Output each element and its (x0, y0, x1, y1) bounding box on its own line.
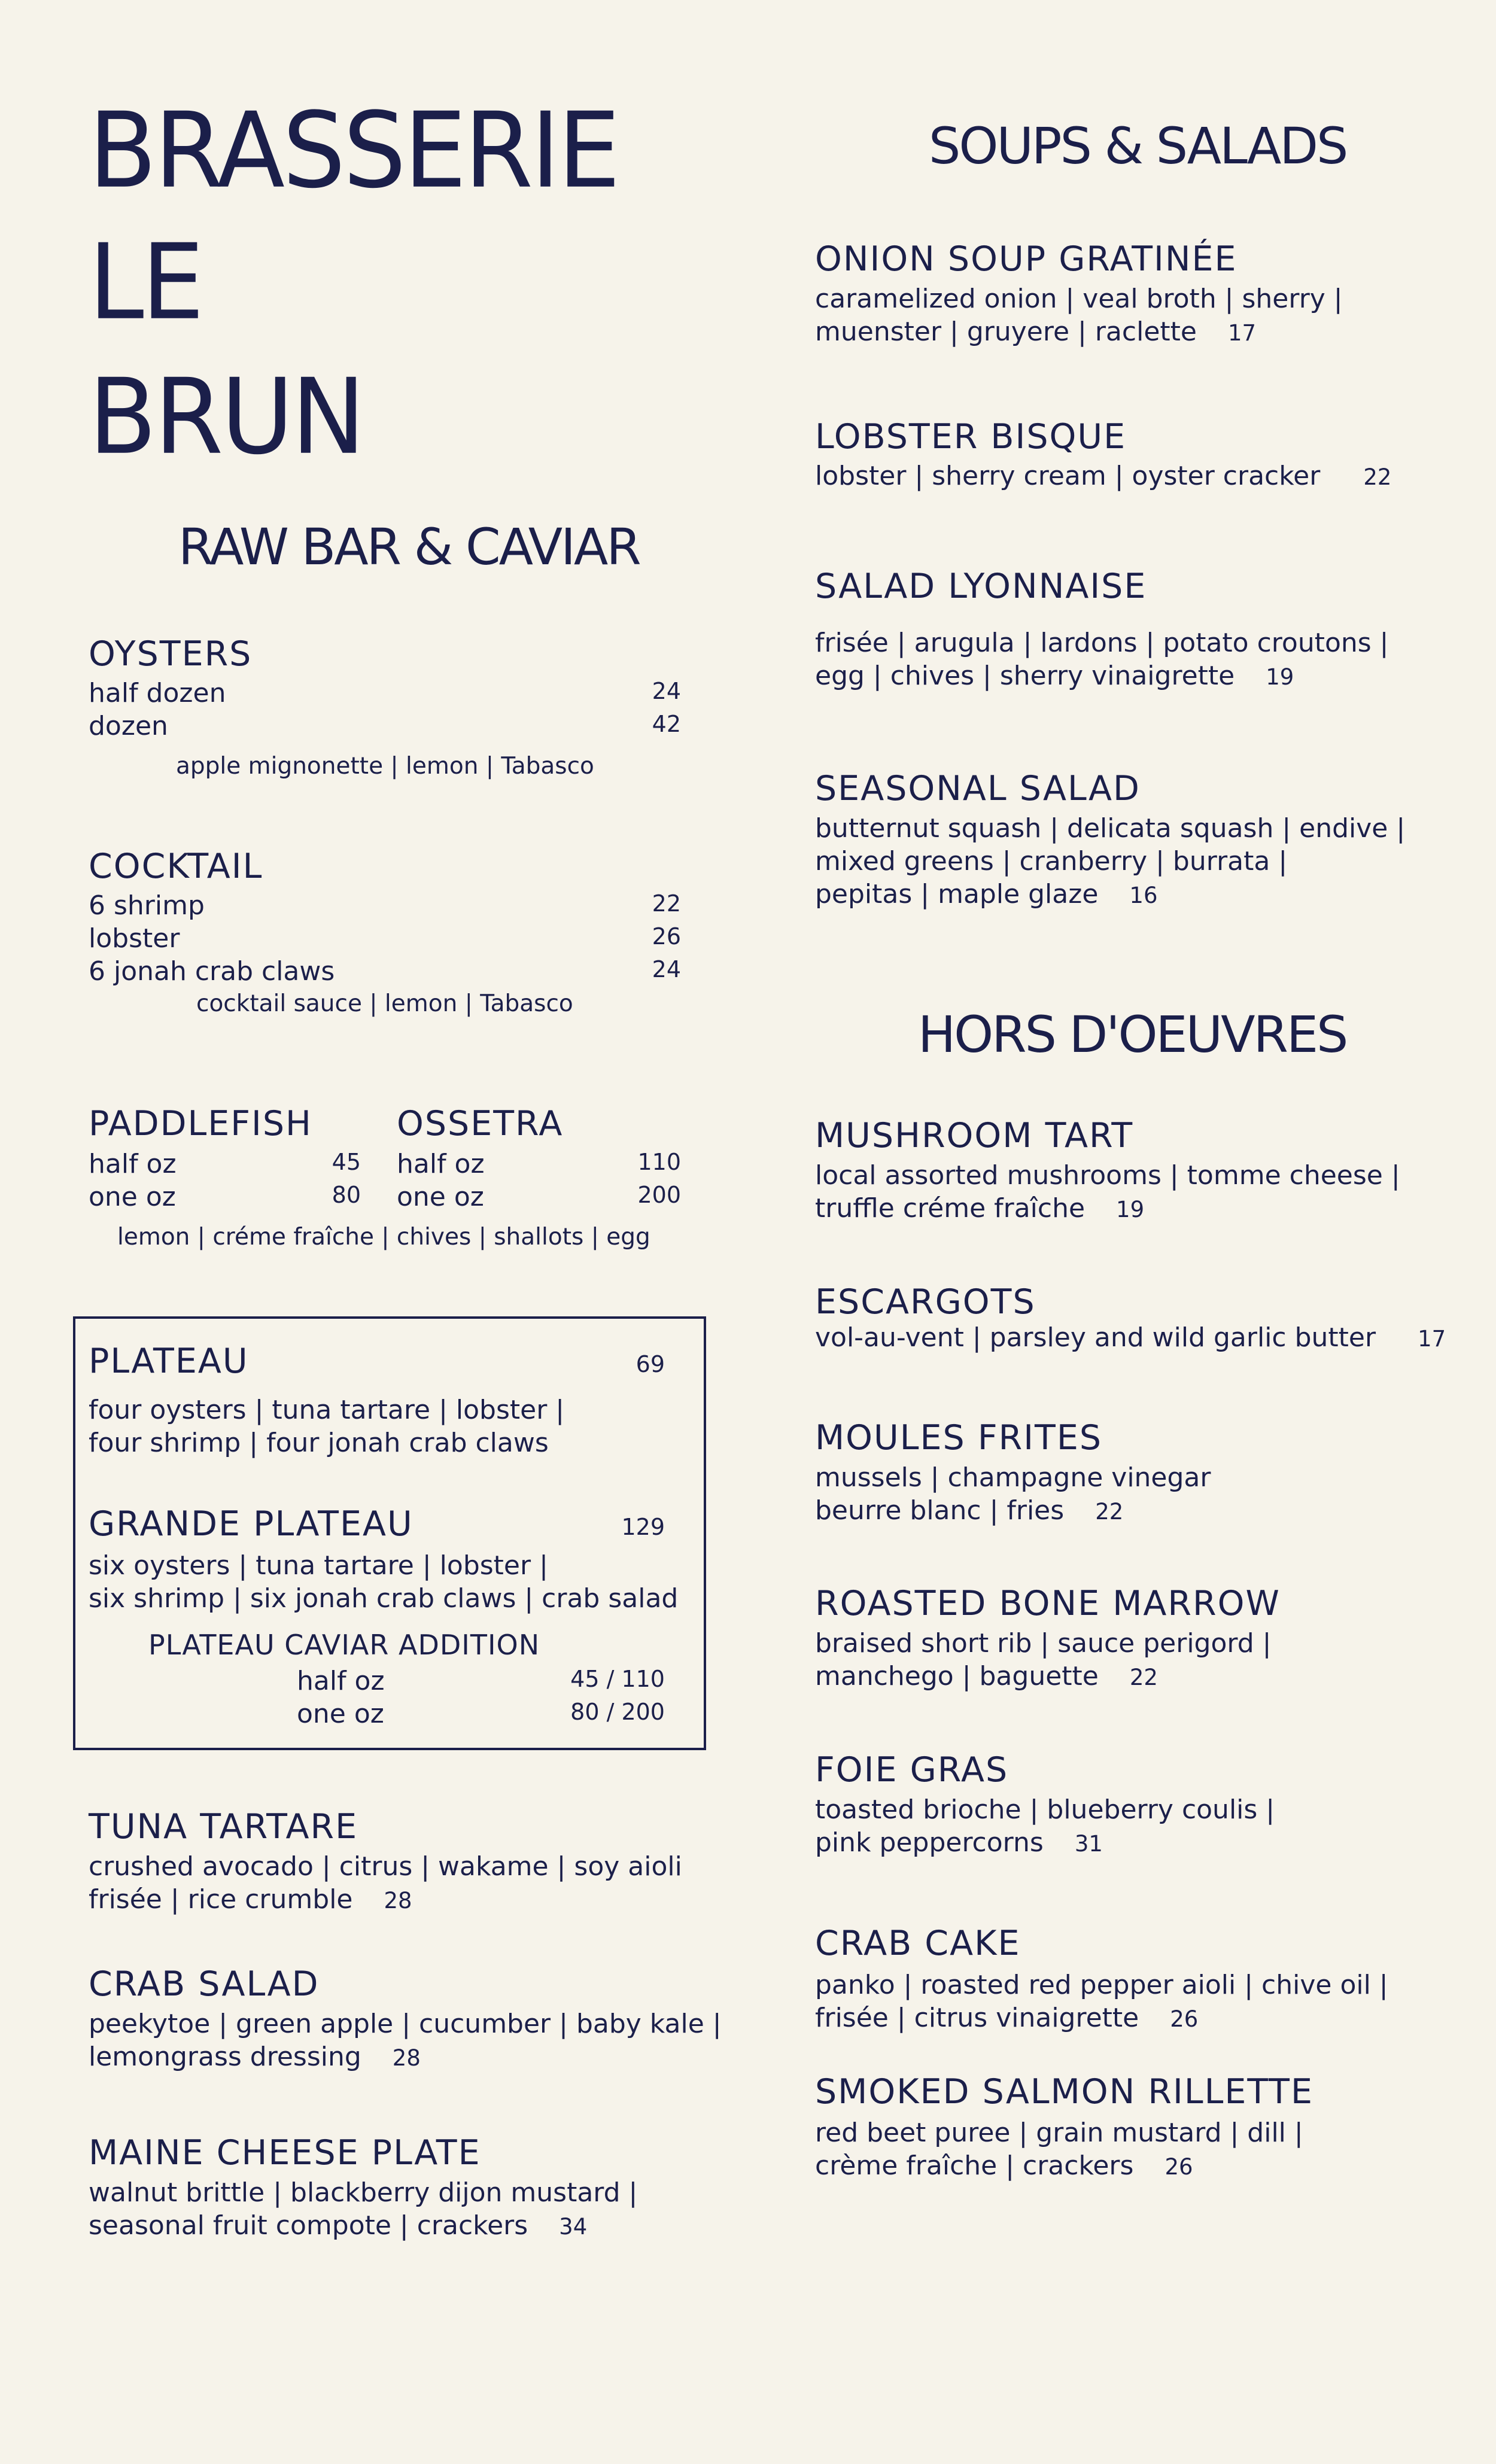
paddlefish-row (89, 1182, 361, 1215)
menu-item-desc: red beet puree | grain mustard | dill | (815, 2118, 1303, 2148)
row-price: 80 (332, 1182, 361, 1208)
menu-item-desc: panko | roasted red pepper aioli | chive oil | (815, 1970, 1388, 2000)
menu-item-desc: butternut squash | delicata squash | endive | (815, 813, 1406, 844)
desc-text: egg | chives | sherry vinaigrette (815, 661, 1235, 691)
cocktail-note: cocktail sauce | lemon | Tabasco (196, 990, 573, 1017)
menu-item-title: SALAD LYONNAISE (815, 567, 1147, 606)
price: 16 (1129, 883, 1158, 908)
menu-item-title: ESCARGOTS (815, 1282, 1036, 1322)
cheese-plate-title: MAINE CHEESE PLATE (89, 2133, 481, 2173)
caviar-addition-title: PLATEAU CAVIAR ADDITION (148, 1629, 540, 1661)
row-price: 200 (637, 1182, 681, 1208)
desc-text: beurre blanc | fries (815, 1495, 1065, 1526)
menu-item-desc: toasted brioche | blueberry coulis | (815, 1794, 1275, 1825)
paddlefish-row (89, 1149, 361, 1182)
paddlefish-title: PADDLEFISH (89, 1104, 312, 1143)
row-label: half oz (89, 1149, 177, 1179)
price: 26 (1164, 2154, 1193, 2180)
menu-item-desc (815, 2149, 1193, 2183)
row-price: 42 (652, 711, 681, 737)
raw-bar-section-title: RAW BAR & CAVIAR (178, 518, 640, 576)
plateau-title: PLATEAU (89, 1341, 249, 1381)
menu-item-title: SEASONAL SALAD (815, 769, 1141, 808)
menu-item-desc (815, 1826, 1103, 1860)
grande-plateau-price: 129 (621, 1514, 665, 1540)
plateau-price-row (89, 1351, 665, 1385)
price: 31 (1074, 1831, 1103, 1857)
menu-item-desc (815, 1494, 1123, 1528)
price: 22 (1129, 1665, 1158, 1690)
row-price: 26 (652, 923, 681, 950)
price: 19 (1116, 1197, 1145, 1222)
menu-item-desc (815, 315, 1256, 349)
crab-salad-title: CRAB SALAD (89, 1964, 320, 2004)
menu-item-desc (815, 659, 1294, 693)
price: 34 (559, 2214, 588, 2240)
row-label: one oz (297, 1699, 384, 1729)
cocktail-row (89, 956, 681, 990)
desc-text: lemongrass dressing (89, 2042, 361, 2072)
desc-text: pepitas | maple glaze (815, 879, 1099, 909)
row-label: 6 jonah crab claws (89, 956, 335, 987)
menu-item-desc: braised short rib | sauce perigord | (815, 1628, 1272, 1659)
hors-doeuvres-section-title: HORS D'OEUVRES (918, 1005, 1347, 1064)
price: 17 (1227, 320, 1257, 346)
caviar-addition-row (297, 1666, 665, 1699)
caviar-addition-row (297, 1699, 665, 1732)
ossetra-row (397, 1149, 681, 1182)
price: 28 (392, 2045, 421, 2071)
desc-text: crème fraîche | crackers (815, 2150, 1134, 2181)
oysters-title: OYSTERS (89, 634, 253, 674)
menu-item-title: MOULES FRITES (815, 1418, 1103, 1458)
tuna-tartare-title: TUNA TARTARE (89, 1807, 358, 1847)
price: 19 (1266, 664, 1294, 690)
row-price: 24 (652, 956, 681, 982)
menu-item-title: ROASTED BONE MARROW (815, 1584, 1281, 1623)
oysters-note: apple mignonette | lemon | Tabasco (176, 753, 594, 780)
ossetra-row (397, 1182, 681, 1215)
desc-text: truffle créme fraîche (815, 1193, 1085, 1224)
plateau-price: 69 (636, 1351, 665, 1377)
price: 17 (1418, 1326, 1446, 1352)
price: 22 (1363, 464, 1392, 490)
row-label: half oz (297, 1666, 385, 1696)
row-label: 6 shrimp (89, 890, 205, 921)
crab-salad-line1: peekytoe | green apple | cucumber | baby kale | (89, 2009, 722, 2039)
cocktail-row (89, 890, 681, 924)
row-price: 22 (652, 890, 681, 917)
menu-item-title: FOIE GRAS (815, 1750, 1009, 1790)
menu-item-desc (815, 2001, 1198, 2036)
cheese-plate-line2 (89, 2209, 587, 2243)
menu-item-desc: mixed greens | cranberry | burrata | (815, 846, 1288, 877)
desc-text: manchego | baguette (815, 1661, 1099, 1692)
row-price: 110 (637, 1149, 681, 1175)
plateau-line2: four shrimp | four jonah crab claws (89, 1428, 549, 1458)
menu-item-desc (815, 460, 1391, 494)
menu-item-desc (815, 1660, 1158, 1694)
brand-name-line2: LE (89, 222, 202, 343)
cocktail-title: COCKTAIL (89, 847, 263, 886)
row-price: 80 / 200 (570, 1699, 665, 1725)
desc-text: vol-au-vent | parsley and wild garlic butter (815, 1322, 1376, 1353)
row-label: half dozen (89, 678, 226, 708)
desc-text: seasonal fruit compote | crackers (89, 2210, 528, 2241)
menu-item-title: SMOKED SALMON RILLETTE (815, 2072, 1314, 2112)
row-label: one oz (397, 1182, 484, 1212)
tuna-tartare-line2 (89, 1883, 412, 1917)
grande-plateau-title: GRANDE PLATEAU (89, 1504, 413, 1544)
cocktail-row (89, 923, 681, 957)
menu-item-desc (815, 878, 1158, 912)
row-label: half oz (397, 1149, 485, 1179)
menu-item-desc: caramelized onion | veal broth | sherry | (815, 284, 1343, 314)
menu-item-desc: local assorted mushrooms | tomme cheese | (815, 1160, 1400, 1191)
row-label: dozen (89, 711, 168, 741)
grande-plateau-line2: six shrimp | six jonah crab claws | crab salad (89, 1583, 679, 1614)
plateau-line1: four oysters | tuna tartare | lobster | (89, 1395, 565, 1425)
brand-name-line3: BRUN (89, 357, 363, 478)
oysters-row (89, 711, 681, 744)
desc-text: frisée | rice crumble (89, 1884, 353, 1915)
desc-text: lobster | sherry cream | oyster cracker (815, 461, 1321, 491)
menu-item-title: ONION SOUP GRATINÉE (815, 239, 1237, 279)
row-price: 45 / 110 (570, 1666, 665, 1692)
crab-salad-line2 (89, 2040, 421, 2074)
plateau-box (73, 1316, 706, 1750)
row-price: 45 (332, 1149, 361, 1175)
price: 26 (1170, 2006, 1199, 2032)
row-label: lobster (89, 923, 180, 954)
price: 28 (384, 1888, 412, 1914)
desc-text: muenster | gruyere | raclette (815, 317, 1197, 347)
price: 22 (1095, 1499, 1124, 1525)
brand-name-line1: BRASSERIE (89, 90, 618, 212)
desc-text: pink peppercorns (815, 1827, 1044, 1858)
grande-plateau-line1: six oysters | tuna tartare | lobster | (89, 1550, 548, 1581)
ossetra-title: OSSETRA (397, 1104, 564, 1143)
menu-item-desc: frisée | arugula | lardons | potato croutons | (815, 628, 1389, 658)
cheese-plate-line1: walnut brittle | blackberry dijon mustard | (89, 2177, 638, 2208)
oysters-row (89, 678, 681, 711)
grande-plateau-price-row (89, 1514, 665, 1547)
menu-item-title: LOBSTER BISQUE (815, 417, 1127, 457)
menu-item-desc: mussels | champagne vinegar (815, 1462, 1211, 1493)
soups-salads-section-title: SOUPS & SALADS (929, 117, 1347, 175)
menu-item-title: MUSHROOM TART (815, 1116, 1134, 1155)
menu-item-desc (815, 1192, 1144, 1226)
menu-item-title: CRAB CAKE (815, 1924, 1021, 1963)
tuna-tartare-line1: crushed avocado | citrus | wakame | soy aioli (89, 1851, 682, 1882)
caviar-note: lemon | créme fraîche | chives | shallots | egg (117, 1224, 650, 1251)
desc-text: frisée | citrus vinaigrette (815, 2003, 1139, 2033)
row-label: one oz (89, 1182, 176, 1212)
row-price: 24 (652, 678, 681, 704)
menu-item-desc (815, 1321, 1446, 1355)
